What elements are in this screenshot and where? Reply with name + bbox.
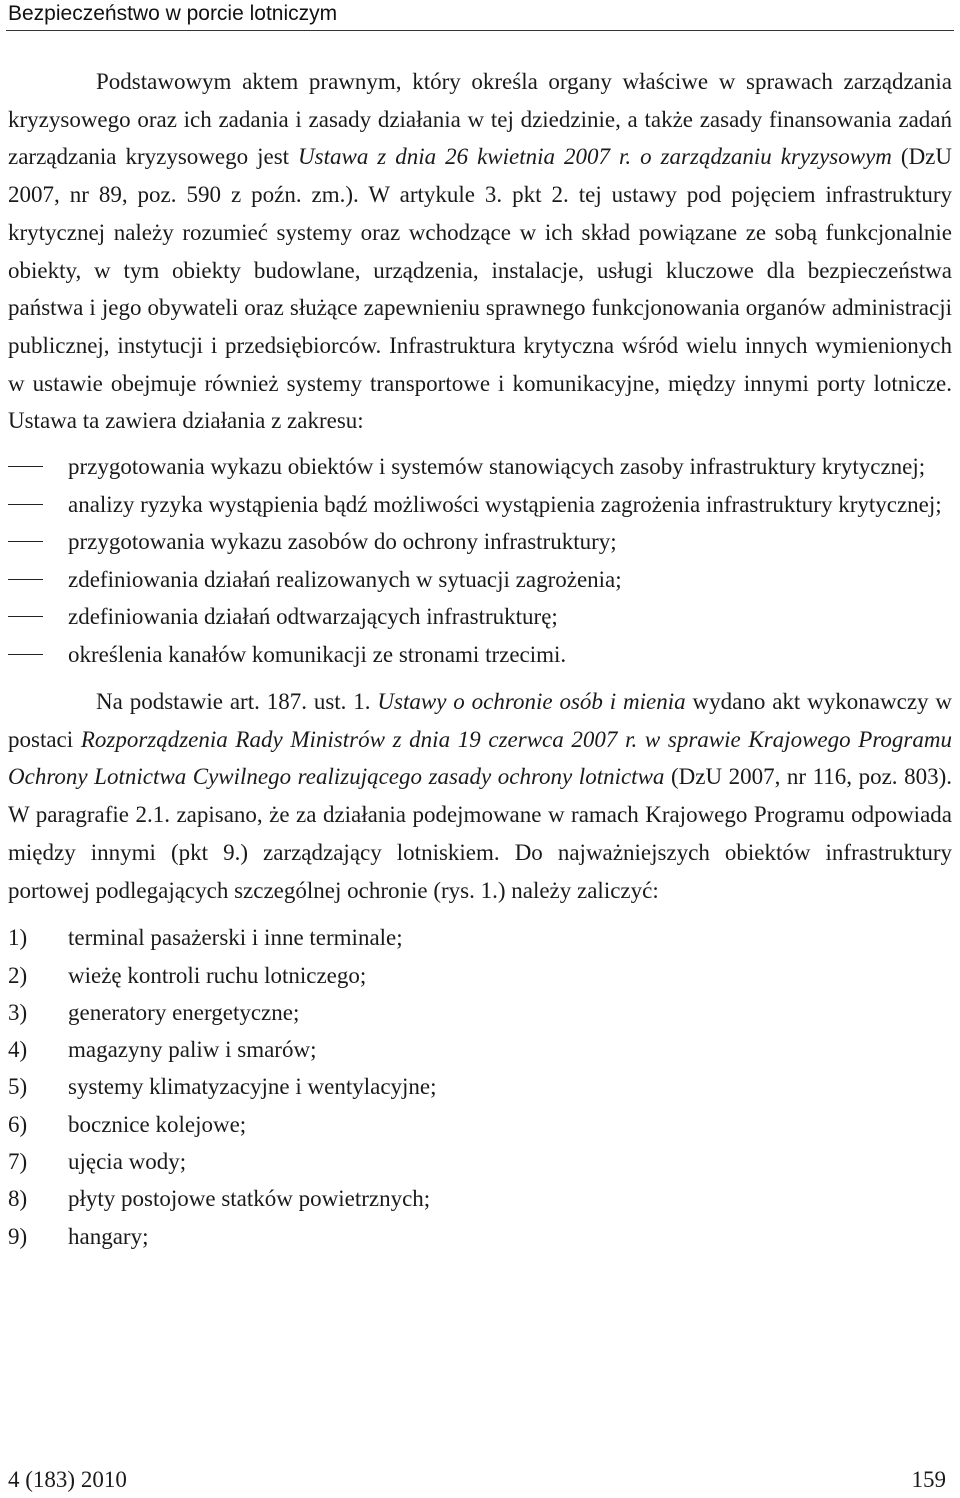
dash-list-item [8, 598, 952, 636]
dash-list-item [8, 636, 952, 674]
numbered-list-item [8, 994, 952, 1031]
dash-item-text: przygotowania wykazu obiektów i systemów stanowiących zasoby infrastruktury krytycznej; [68, 454, 926, 480]
numbered-list-item [8, 1180, 952, 1217]
numbered-list-item [8, 1218, 952, 1255]
paragraph-regulation-text-1: Na podstawie art. 187. ust. 1. [96, 689, 378, 715]
item-text: magazyny paliw i smarów; [68, 1037, 317, 1063]
item-number: 8) [8, 1186, 28, 1212]
item-number: 1) [8, 925, 28, 951]
paragraph-regulation [8, 683, 952, 909]
item-number: 5) [8, 1074, 28, 1100]
footer-issue: 4 (183) 2010 [8, 1467, 127, 1492]
footer-page-number: 159 [911, 1467, 946, 1492]
item-number: 7) [8, 1149, 28, 1175]
numbered-list-item [8, 957, 952, 994]
dash-item-text: zdefiniowania działań realizowanych w sytuacji zagrożenia; [68, 566, 622, 592]
numbered-list-item [8, 1068, 952, 1105]
dash-bullet-icon [8, 616, 43, 617]
item-text: płyty postojowe statków powietrznych; [68, 1186, 431, 1212]
paragraph-intro-text-2: (DzU 2007, nr 89, poz. 590 z poźn. zm.). W artykule 3. pkt 2. tej ustawy pod pojęciem infrastruktury krytycznej należy rozumieć systemy oraz wchodzące w ich skład powiązane ze sobą funkcjonalnie obiekty, w tym obiekty budowlane, urządzenia, instalacje, usługi kluczowe dla bezpieczeństwa państwa i jego obywateli oraz służące zapewnieniu sprawnego funkcjonowania organów administracji publicznej, instytucji i przedsiębiorców. Infrastruktura krytyczna wśród wielu innych wymienionych w ustawie obejmuje również systemy transportowe i komunikacyjne, między innymi porty lotnicze. Ustawa ta zawiera działania z zakresu: [8, 144, 952, 434]
dash-bullet-icon [8, 466, 43, 467]
numbered-list-item [8, 1031, 952, 1068]
item-text: hangary; [68, 1223, 149, 1249]
numbered-list [8, 919, 952, 1255]
item-number: 9) [8, 1223, 28, 1249]
item-text: ujęcia wody; [68, 1149, 187, 1175]
dash-item-text: określenia kanałów komunikacji ze stronami trzecimi. [68, 641, 567, 667]
paragraph-regulation-text-2: wydano akt wykonawczy w postaci [8, 689, 953, 752]
paragraph-regulation-text-3: (DzU 2007, nr 116, poz. 803). W paragrafie 2.1. zapisano, że za działania podejmowane w ramach Krajowego Programu odpowiada między innymi (pkt 9.) zarządzający lotniskiem. Do najważniejszych obiektów infrastruktury portowej podlegających szczególnej ochronie (rys. 1.) należy zaliczyć: [8, 764, 953, 903]
paragraph-regulation-italic-1: Ustawy o ochronie osób i mienia [377, 689, 686, 715]
item-number: 4) [8, 1037, 28, 1063]
dash-bullet-icon [8, 579, 43, 580]
numbered-list-item [8, 1106, 952, 1143]
item-text: systemy klimatyzacyjne i wentylacyjne; [68, 1074, 437, 1100]
item-number: 2) [8, 962, 28, 988]
dash-bullet-icon [8, 541, 43, 542]
dash-item-text: przygotowania wykazu zasobów do ochrony infrastruktury; [68, 529, 617, 555]
item-text: terminal pasażerski i inne terminale; [68, 925, 403, 951]
dash-list-item [8, 561, 952, 599]
numbered-list-item [8, 1143, 952, 1180]
paragraph-intro-text-1: Podstawowym aktem prawnym, który określa organy właściwe w sprawach zarządzania kryzysowego oraz ich zadania i zasady działania w tej dziedzinie, a także zasady finansowania zadań zarządzania kryzysowego jest [8, 69, 952, 170]
dash-bullet-icon [8, 654, 43, 655]
dash-list-item [8, 486, 952, 524]
paragraph-intro [8, 63, 952, 440]
header-title: Bezpieczeństwo w porcie lotniczym [8, 2, 338, 25]
running-header [6, 0, 954, 31]
page-content [8, 63, 952, 1255]
dash-list [8, 448, 952, 673]
dash-list-item [8, 523, 952, 561]
dash-item-text: zdefiniowania działań odtwarzających infrastrukturę; [68, 604, 558, 630]
paragraph-intro-italic-1: Ustawa z dnia 26 kwietnia 2007 r. o zarządzaniu kryzysowym [298, 144, 892, 170]
dash-item-text: analizy ryzyka wystąpienia bądź możliwości wystąpienia zagrożenia infrastruktury krytycznej; [68, 491, 942, 517]
dash-list-item [8, 448, 952, 486]
item-number: 3) [8, 999, 28, 1025]
dash-bullet-icon [8, 504, 43, 505]
item-text: wieżę kontroli ruchu lotniczego; [68, 962, 367, 988]
numbered-list-item [8, 919, 952, 956]
item-text: generatory energetyczne; [68, 999, 300, 1025]
paragraph-regulation-italic-2: Rozporządzenia Rady Ministrów z dnia 19 czerwca 2007 r. w sprawie Krajowego Programu Ochrony Lotnictwa Cywilnego realizującego zasady ochrony lotnictwa [8, 726, 952, 790]
item-number: 6) [8, 1111, 28, 1137]
item-text: bocznice kolejowe; [68, 1111, 247, 1137]
